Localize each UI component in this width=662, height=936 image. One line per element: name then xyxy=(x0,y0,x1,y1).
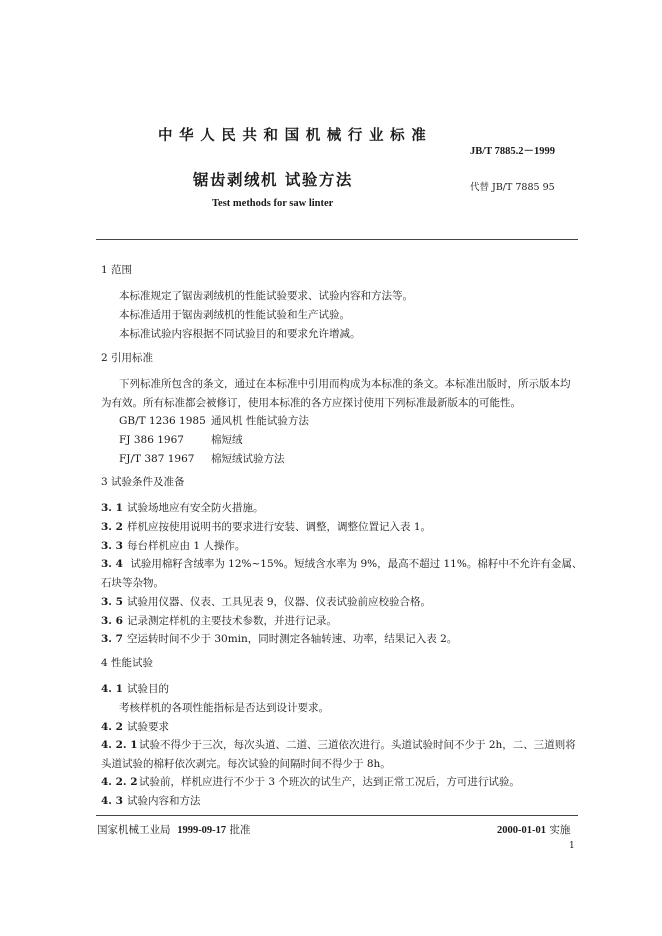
clause-number: 3. 6 xyxy=(101,615,123,627)
section-4-heading: 4 性能试验 xyxy=(101,657,154,669)
section-1-heading: 1 范围 xyxy=(101,264,133,276)
clause-text: 试验场地应有安全防火措施。 xyxy=(127,502,264,514)
clause-4-1-text: 考核样机的各项性能指标是否达到设计要求。 xyxy=(119,702,329,714)
reference-code: FJ/T 387 1967 xyxy=(119,453,195,465)
clause-3-7 xyxy=(101,632,457,646)
clause-title: 试验内容和方法 xyxy=(127,795,201,807)
reference-item xyxy=(119,452,285,466)
clause-text: 每台样机应由 1 人操作。 xyxy=(127,540,246,552)
section-2-heading: 2 引用标准 xyxy=(101,352,154,364)
footer-implementation xyxy=(497,822,570,837)
s2-paragraph-line-2: 为有效。所有标准都会被修订，使用本标准的各方应探讨使用下列标准最新版本的可能性。 xyxy=(101,397,521,409)
clause-3-2 xyxy=(101,520,431,534)
section-3-heading: 3 试验条件及准备 xyxy=(101,476,185,488)
clause-text: 空运转时间不少于 30min，同时测定各轴转速、功率，结果记入表 2。 xyxy=(127,633,458,645)
implementation-label: 实施 xyxy=(549,824,571,836)
clause-text: 试验前，样机应进行不少于 3 个班次的试生产，达到正常工况后，方可进行试验。 xyxy=(139,776,520,788)
clause-number: 4. 2. 2 xyxy=(101,776,138,788)
english-title: Test methods for saw linter xyxy=(212,198,334,209)
clause-text: 试验用棉籽含绒率为 12%~15%。短绒含水率为 9%，最高不超过 11%。棉籽中不允许有金属、 xyxy=(127,558,583,570)
clause-text: 试验用仪器、仪表、工具见表 9，仪器、仪表试验前应校验合格。 xyxy=(127,596,432,608)
clause-3-4-continued: 石块等杂物。 xyxy=(101,577,164,589)
s1-paragraph-1: 本标准规定了锯齿剥绒机的性能试验要求、试验内容和方法等。 xyxy=(119,290,413,302)
clause-number: 3. 5 xyxy=(101,596,123,608)
clause-text: 样机应按使用说明书的要求进行安装、调整，调整位置记入表 1。 xyxy=(127,521,432,533)
clause-number: 3. 4 xyxy=(101,558,123,570)
clause-4-2-2 xyxy=(101,775,520,789)
clause-3-4 xyxy=(101,557,582,571)
issuer-name: 国家机械工业局 xyxy=(97,824,171,836)
footer-divider xyxy=(96,815,578,816)
approve-date: 1999-09-17 xyxy=(177,825,227,836)
clause-number: 4. 2 xyxy=(101,721,123,733)
page-number: 1 xyxy=(569,841,575,851)
clause-number: 4. 3 xyxy=(101,795,123,807)
clause-4-2-1-continued: 头道试验的棉籽依次剥完。每次试验的间隔时间不得少于 8h。 xyxy=(101,758,391,770)
reference-item xyxy=(119,414,309,428)
clause-3-3 xyxy=(101,539,245,553)
clause-4-2-1 xyxy=(101,738,576,752)
clause-number: 3. 1 xyxy=(101,502,123,514)
clause-number: 3. 2 xyxy=(101,521,123,533)
clause-title: 试验目的 xyxy=(127,683,169,695)
clause-3-5 xyxy=(101,595,431,609)
reference-name: 棉短绒 xyxy=(211,434,243,446)
clause-number: 3. 7 xyxy=(101,633,123,645)
clause-number: 4. 2. 1 xyxy=(101,739,138,751)
header-divider xyxy=(96,239,578,240)
clause-4-2 xyxy=(101,720,169,734)
reference-code: FJ 386 1967 xyxy=(119,434,184,446)
clause-number: 3. 3 xyxy=(101,540,123,552)
replaces-note: 代替 JB/T 7885 95 xyxy=(470,182,555,193)
clause-3-6 xyxy=(101,614,337,628)
clause-text: 记录测定样机的主要技术参数，并进行记录。 xyxy=(127,615,337,627)
footer-issuer xyxy=(97,822,251,837)
clause-3-1 xyxy=(101,501,264,515)
page-title: 锯齿剥绒机 试验方法 xyxy=(193,170,353,189)
clause-title: 试验要求 xyxy=(127,721,169,733)
implementation-date: 2000-01-01 xyxy=(497,825,546,836)
clause-4-3 xyxy=(101,794,201,808)
s1-paragraph-3: 本标准试验内容根据不同试验目的和要求允许增减。 xyxy=(119,328,361,340)
s2-paragraph-line-1: 下列标准所包含的条文，通过在本标准中引用而构成为本标准的条文。本标准出版时，所示版本均 xyxy=(119,378,571,390)
s1-paragraph-2: 本标准适用于锯齿剥绒机的性能试验和生产试验。 xyxy=(119,309,350,321)
reference-code: GB/T 1236 1985 xyxy=(119,415,206,427)
standard-number: JB/T 7885.2－1999 xyxy=(470,146,555,157)
org-title: 中华人民共和国机械行业标准 xyxy=(158,127,433,144)
clause-text: 试验不得少于三次，每次头道、二道、三道依次进行。头道试验时间不少于 2h，二、三道则将 xyxy=(139,739,576,751)
reference-item xyxy=(119,433,243,447)
reference-name: 棉短绒试验方法 xyxy=(211,453,285,465)
approve-label: 批准 xyxy=(229,824,251,836)
clause-4-1 xyxy=(101,682,169,696)
clause-number: 4. 1 xyxy=(101,683,123,695)
reference-name: 通风机 性能试验方法 xyxy=(211,415,309,427)
